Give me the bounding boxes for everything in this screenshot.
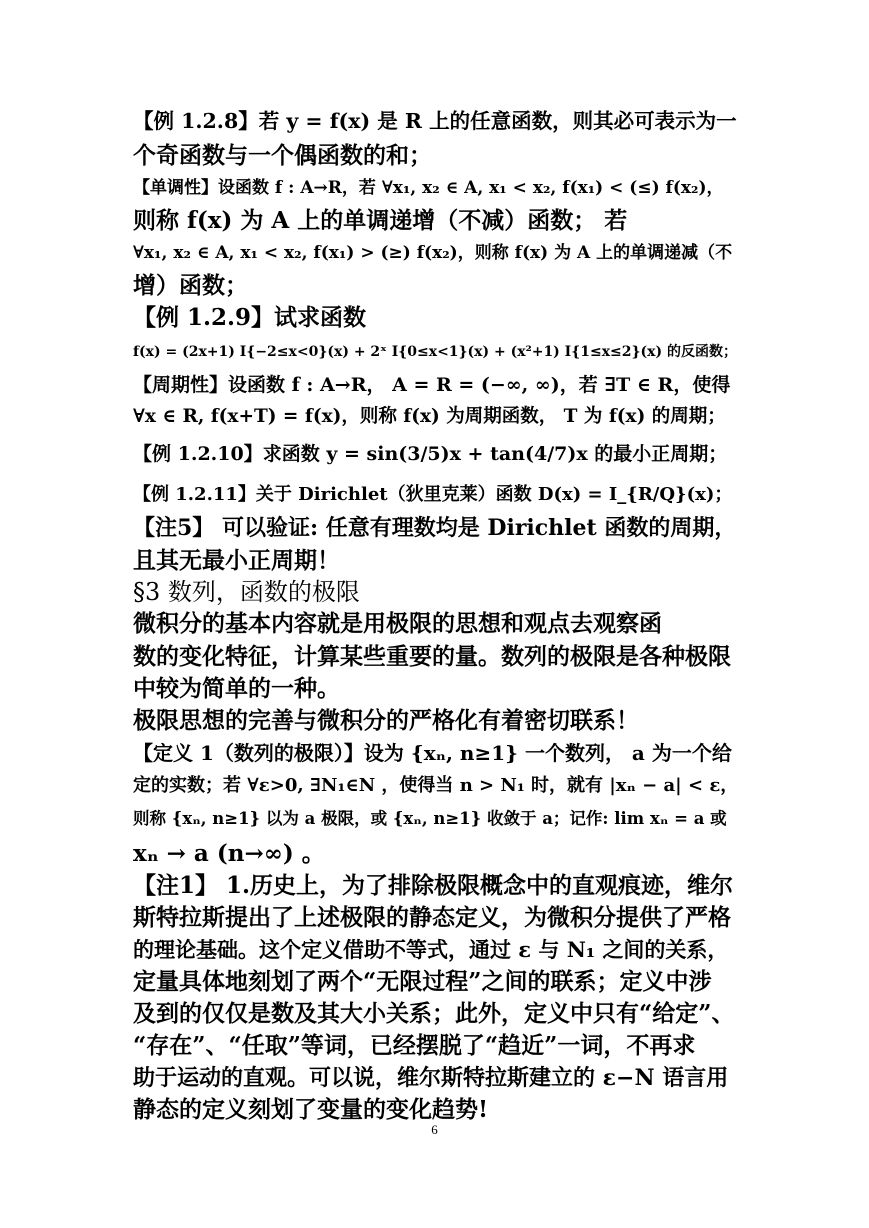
text-line: 定的实数；若 ∀ε>0, ∃N₁∈N ，使得当 n > N₁ 时，就有 |xₙ − a| < ε， — [133, 775, 739, 796]
text-line: 助于运动的直观。可以说，维尔斯特拉斯建立的 ε−N 语言用 — [133, 1065, 729, 1091]
text-line: 增）函数； — [133, 272, 248, 299]
text-line: 中较为简单的一种。 — [133, 675, 340, 702]
text-line: 【注1】 1.历史上，为了排除极限概念中的直观痕迹，维尔 — [133, 872, 734, 899]
text-line: 【周期性】设函数 f : A→R， A = R = (−∞, ∞)，若 ∃T ∈ R，使得 — [133, 374, 731, 396]
text-line: 定量具体地刻划了两个“无限过程”之间的联系；定义中涉 — [133, 968, 712, 995]
text-line: 则称 f(x) 为 A 上的单调递增（不减）函数； 若 — [133, 207, 628, 234]
text-line: 【例 1.2.11】关于 Dirichlet（狄里克莱）函数 D(x) = I_{R/Q}(x)； — [133, 484, 733, 505]
text-line: 【注5】 可以验证: 任意有理数均是 Dirichlet 函数的周期， — [133, 515, 737, 541]
text-line: 斯特拉斯提出了上述极限的静态定义，为微积分提供了严格 — [133, 904, 731, 931]
text-line: 【单调性】设函数 f : A→R，若 ∀x₁, x₂ ∈ A, x₁ < x₂, f(x₁) < (≤) f(x₂)， — [133, 178, 724, 198]
text-line: 且其无最小正周期！ — [133, 547, 340, 574]
formula-line: f(x) = (2x+1) I{−2≤x<0}(x) + 2ˣ I{0≤x<1}(x) + (x²+1) I{1≤x≤2}(x) 的反函数； — [133, 344, 737, 360]
text-line: 微积分的基本内容就是用极限的思想和观点去观察函 — [133, 610, 662, 637]
text-line: 【例 1.2.10】求函数 y = sin(3/5)x + tan(4/7)x 的最小正周期； — [133, 443, 728, 465]
page-number: 6 — [431, 1122, 438, 1137]
text-line: 数的变化特征，计算某些重要的量。数列的极限是各种极限 — [133, 643, 731, 670]
text-line: “存在”、“任取”等词，已经摆脱了“趋近”一词，不再求 — [133, 1032, 696, 1059]
text-line: 个奇函数与一个偶函数的和； — [133, 142, 432, 169]
text-line: xₙ → a (n→∞) 。 — [133, 840, 325, 867]
text-line: ∀x ∈ R, f(x+T) = f(x)，则称 f(x) 为周期函数， T 为 f(x) 的周期； — [133, 406, 726, 427]
text-line: 静态的定义刻划了变量的变化趋势! — [133, 1096, 489, 1123]
text-line: 【定义 1（数列的极限）】设为 {xₙ, n≥1} 一个数列， a 为一个给 — [133, 741, 732, 765]
text-line: 【例 1.2.9】试求函数 — [133, 304, 367, 331]
text-line: 及到的仅仅是数及其大小关系；此外，定义中只有“给定”、 — [133, 1000, 735, 1027]
text-line: ∀x₁, x₂ ∈ A, x₁ < x₂, f(x₁) > (≥) f(x₂)，则称 f(x) 为 A 上的单调递减（不 — [133, 243, 733, 263]
section-heading: §3 数列，函数的极限 — [133, 578, 360, 606]
text-line: 【例 1.2.8】若 y = f(x) 是 R 上的任意函数，则其必可表示为一 — [133, 109, 737, 133]
text-line: 则称 {xₙ, n≥1} 以为 a 极限，或 {xₙ, n≥1} 收敛于 a；记作: lim xₙ = a 或 — [133, 809, 727, 828]
text-line: 极限思想的完善与微积分的严格化有着密切联系！ — [133, 707, 639, 734]
text-line: 的理论基础。这个定义借助不等式，通过 ε 与 N₁ 之间的关系， — [133, 937, 729, 962]
